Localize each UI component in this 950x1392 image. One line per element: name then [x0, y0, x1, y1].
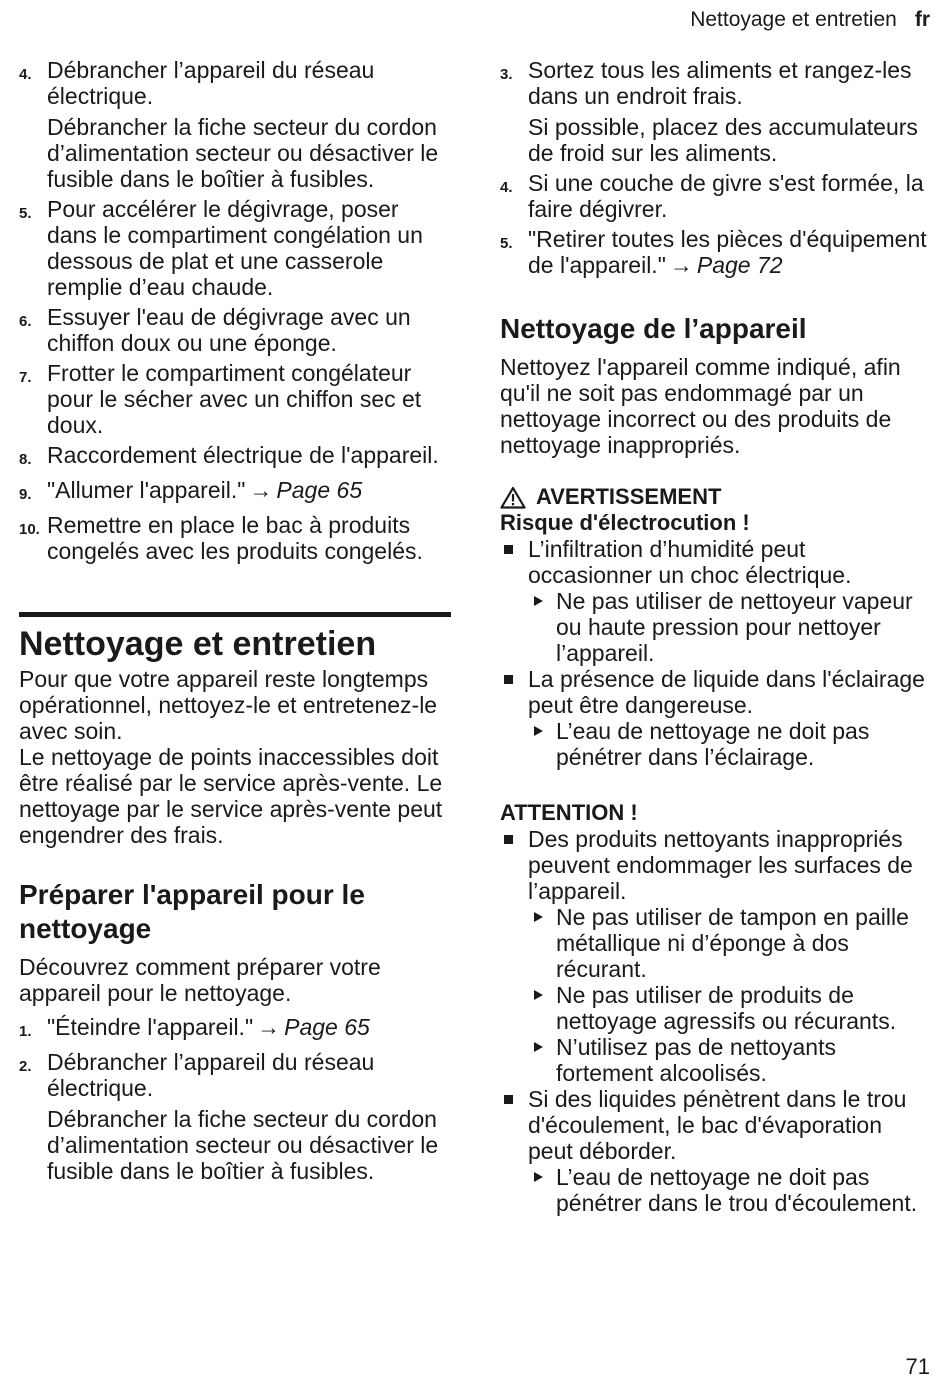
attention-action-4: L’eau de nettoyage ne doit pas pénétrer dans le trou d'écoulement.	[528, 1164, 930, 1216]
attention-item-1: Des produits nettoyants inappropriés peuvent endommager les surfaces de l’appareil.	[500, 826, 930, 904]
attention-action-3: N’utilisez pas de nettoyants fortement alcoolisés.	[528, 1034, 930, 1086]
warning-subtitle: Risque d'électrocution !	[500, 510, 750, 535]
page-number: 71	[905, 1354, 930, 1379]
warning-triangle-icon	[500, 486, 526, 509]
triangle-bullet-icon	[528, 1034, 556, 1086]
prep-step-2-detail: Débrancher la fiche secteur du cordon d’alimentation secteur ou désactiver le fusible dans le boîtier à fusibles.	[47, 1106, 439, 1184]
step-10: 10. Remettre en place le bac à produits congelés avec les produits congelés.	[19, 512, 423, 564]
triangle-bullet-icon	[528, 718, 556, 770]
bullet-icon	[500, 536, 528, 588]
left-column	[19, 57, 451, 1188]
bullet-icon	[500, 666, 528, 718]
step-4-detail: Débrancher la fiche secteur du cordon d’alimentation secteur ou désactiver le fusible dans le boîtier à fusibles.	[47, 114, 439, 192]
page-link[interactable]: Page 65	[276, 477, 363, 503]
prep-step-3: 3. Sortez tous les aliments et rangez-les dans un endroit frais.	[500, 57, 912, 109]
intro-paragraph-1: Pour que votre appareil reste longtemps opérationnel, nettoyez-le et entretenez-le avec soin.	[19, 666, 438, 744]
prep-intro: Découvrez comment préparer votre appareil pour le nettoyage.	[19, 954, 381, 1006]
defrost-steps	[19, 57, 451, 564]
step-8: 8. Raccordement électrique de l'appareil.	[19, 442, 439, 468]
prep-step-1: 1. "Éteindre l'appareil." → Page 65	[19, 1014, 370, 1040]
prep-step-3-detail: Si possible, placez des accumulateurs de froid sur les aliments.	[528, 114, 918, 166]
right-column	[500, 57, 930, 1216]
arrow-icon: →	[669, 252, 693, 278]
arrow-icon: →	[257, 1014, 281, 1040]
header-section: Nettoyage et entretien	[690, 8, 897, 31]
step-7: 7. Frotter le compartiment congélateur pour le sécher avec un chiffon sec et doux.	[19, 360, 422, 438]
attention-title: ATTENTION !	[500, 800, 638, 825]
triangle-bullet-icon	[528, 1164, 556, 1216]
intro-paragraph-2: Le nettoyage de points inaccessibles doit être réalisé par le service après-vente. Le nettoyage par le service après-vente peut engendrer des frais.	[19, 744, 443, 848]
triangle-bullet-icon	[528, 904, 556, 982]
prep-heading: Préparer l'appareil pour le nettoyage	[19, 879, 365, 944]
step-9: 9. "Allumer l'appareil." → Page 65	[19, 477, 363, 503]
prep-step-2: 2. Débrancher l’appareil du réseau électrique.	[19, 1049, 375, 1101]
prep-step-4: 4. Si une couche de givre s'est formée, la faire dégivrer.	[500, 170, 924, 222]
warning-action-2: L’eau de nettoyage ne doit pas pénétrer dans l’éclairage.	[528, 718, 930, 770]
warning-item-2: La présence de liquide dans l'éclairage peut être dangereuse.	[500, 666, 930, 718]
bullet-icon	[500, 1086, 528, 1164]
page-link[interactable]: Page 65	[284, 1014, 370, 1040]
step-4: 4. Débrancher l’appareil du réseau électrique.	[19, 57, 375, 109]
warning-title: AVERTISSEMENT	[500, 484, 930, 510]
warning-action-1: Ne pas utiliser de nettoyeur vapeur ou haute pression pour nettoyer l’appareil.	[528, 588, 930, 666]
warning-item-1: L’infiltration d’humidité peut occasionner un choc électrique.	[500, 536, 930, 588]
step-5: 5. Pour accélérer le dégivrage, poser dans le compartiment congélation un dessous de plat et une casserole remplie d’eau chaude.	[19, 196, 423, 300]
step-6: 6. Essuyer l'eau de dégivrage avec un chiffon doux ou une éponge.	[19, 304, 411, 356]
attention-action-2: Ne pas utiliser de produits de nettoyage agressifs ou récurants.	[528, 982, 930, 1034]
attention-item-2: Si des liquides pénètrent dans le trou d'écoulement, le bac d'évaporation peut déborder.	[500, 1086, 930, 1164]
arrow-icon: →	[249, 477, 273, 503]
prep-step-5: 5. "Retirer toutes les pièces d'équipement de l'appareil." → Page 72	[500, 226, 927, 278]
header-lang: fr	[914, 8, 930, 31]
clean-intro: Nettoyez l'appareil comme indiqué, afin qu'il ne soit pas endommagé par un nettoyage incorrect ou des produits de nettoyage inappropriés.	[500, 354, 901, 458]
main-heading: Nettoyage et entretien	[19, 612, 451, 666]
triangle-bullet-icon	[528, 982, 556, 1034]
triangle-bullet-icon	[528, 588, 556, 666]
attention-action-1: Ne pas utiliser de tampon en paille métallique ni d’éponge à dos récurant.	[528, 904, 930, 982]
page-link[interactable]: Page 72	[696, 252, 783, 278]
clean-heading: Nettoyage de l’appareil	[500, 313, 807, 344]
running-header	[690, 8, 930, 32]
bullet-icon	[500, 826, 528, 904]
